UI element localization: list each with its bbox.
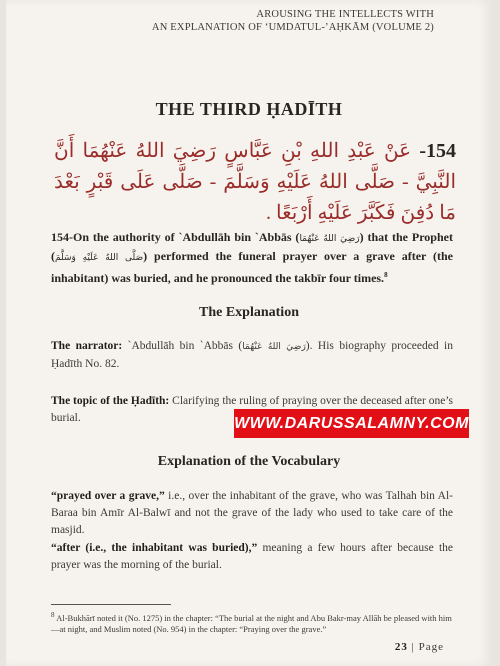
section-title: THE THIRD ḤADĪTH: [155, 99, 343, 119]
honorific-glyph: رَضِيَ اللهُ عَنْهُمَا: [299, 234, 360, 244]
hadith-number: 154-: [419, 140, 457, 162]
footnote-divider: [51, 604, 171, 605]
vocabulary-term: “prayed over a grave,”: [51, 490, 165, 502]
hadith-translation-part-3: ) performed the funeral prayer over a grave after (the inhabitant) was buried, and he pronounced the takbīr four times.: [51, 249, 454, 285]
running-header: [104, 8, 434, 34]
hadith-translation: [51, 229, 453, 287]
page-number-value: 23: [394, 641, 408, 653]
topic-label: The topic of the Ḥadīth:: [51, 395, 170, 407]
hadith-translation-part-1: 154-On the authority of `Abdullāh bin `Abbās (: [51, 230, 300, 244]
footnote-number: 8: [51, 611, 55, 619]
watermark-banner: WWW.DARUSSALAMNY.COM: [234, 409, 469, 438]
arabic-text: عَنْ عَبْدِ اللهِ بْنِ عَبَّاسٍ رَضِيَ اللهُ عَنْهُمَا أَنَّ النَّبِيَّ - صَلَّى اللهُ عَلَيْهِ وَسَلَّمَ - صَلَّى عَلَى قَبْرٍ بَعْدَ مَا دُفِنَ فَكَبَّرَ عَلَيْهِ أَرْبَعًا .: [54, 140, 456, 224]
vocabulary-term: “after (i.e., the inhabitant was buried),”: [51, 542, 258, 554]
honorific-glyph: رَضِيَ اللهُ عَنْهُمَا: [242, 342, 306, 352]
narrator-label: The narrator:: [51, 340, 123, 352]
honorific-glyph: صَلَّى اللهُ عَلَيْهِ وَسَلَّمَ: [55, 253, 144, 263]
hadith-translation-part-2: ) that the Prophet (: [51, 230, 453, 263]
footnote-text: Al-Bukhārī noted it (No. 1275) in the chapter: “The burial at the night and Abu Bakr-may Allāh be pleased with him—at night, and Muslim noted (No. 954) in the chapter: “Praying over the grave.”: [51, 612, 452, 634]
topic-text: Clarifying the ruling of praying over the deceased after one’s burial.: [51, 395, 453, 424]
narrator-text-2: ). His biography proceeded in Ḥadīth No. 82.: [51, 340, 453, 370]
footnote: [51, 610, 456, 635]
header-line-1: AROUSING THE INTELLECTS WITH: [256, 9, 434, 20]
header-line-2: AN EXPLANATION OF ‘UMDATUL-’AḤKĀM (VOLUME 2): [151, 22, 434, 33]
vocabulary-entry-2: [51, 540, 453, 574]
narrator-text-1: `Abdullāh bin `Abbās (: [122, 340, 243, 352]
narrator-paragraph: [51, 338, 453, 373]
vocabulary-heading: Explanation of the Vocabulary: [157, 454, 341, 469]
footnote-marker: 8: [384, 271, 388, 279]
arabic-hadith-text: [54, 136, 456, 229]
vocabulary-entry-1: [51, 488, 453, 539]
page-number: [395, 641, 444, 653]
vocabulary-text: i.e., over the inhabitant of the grave, who was Talhah bin Al-Baraa bin Amīr Al-Balwī and not the grave of the lady who used to take care of the masjid.: [51, 490, 453, 536]
book-page: [6, 0, 492, 666]
vocabulary-text: meaning a few hours after because the prayer was the morning of the burial.: [51, 542, 453, 571]
page-number-label: | Page: [407, 641, 444, 653]
explanation-heading: The Explanation: [199, 305, 299, 320]
